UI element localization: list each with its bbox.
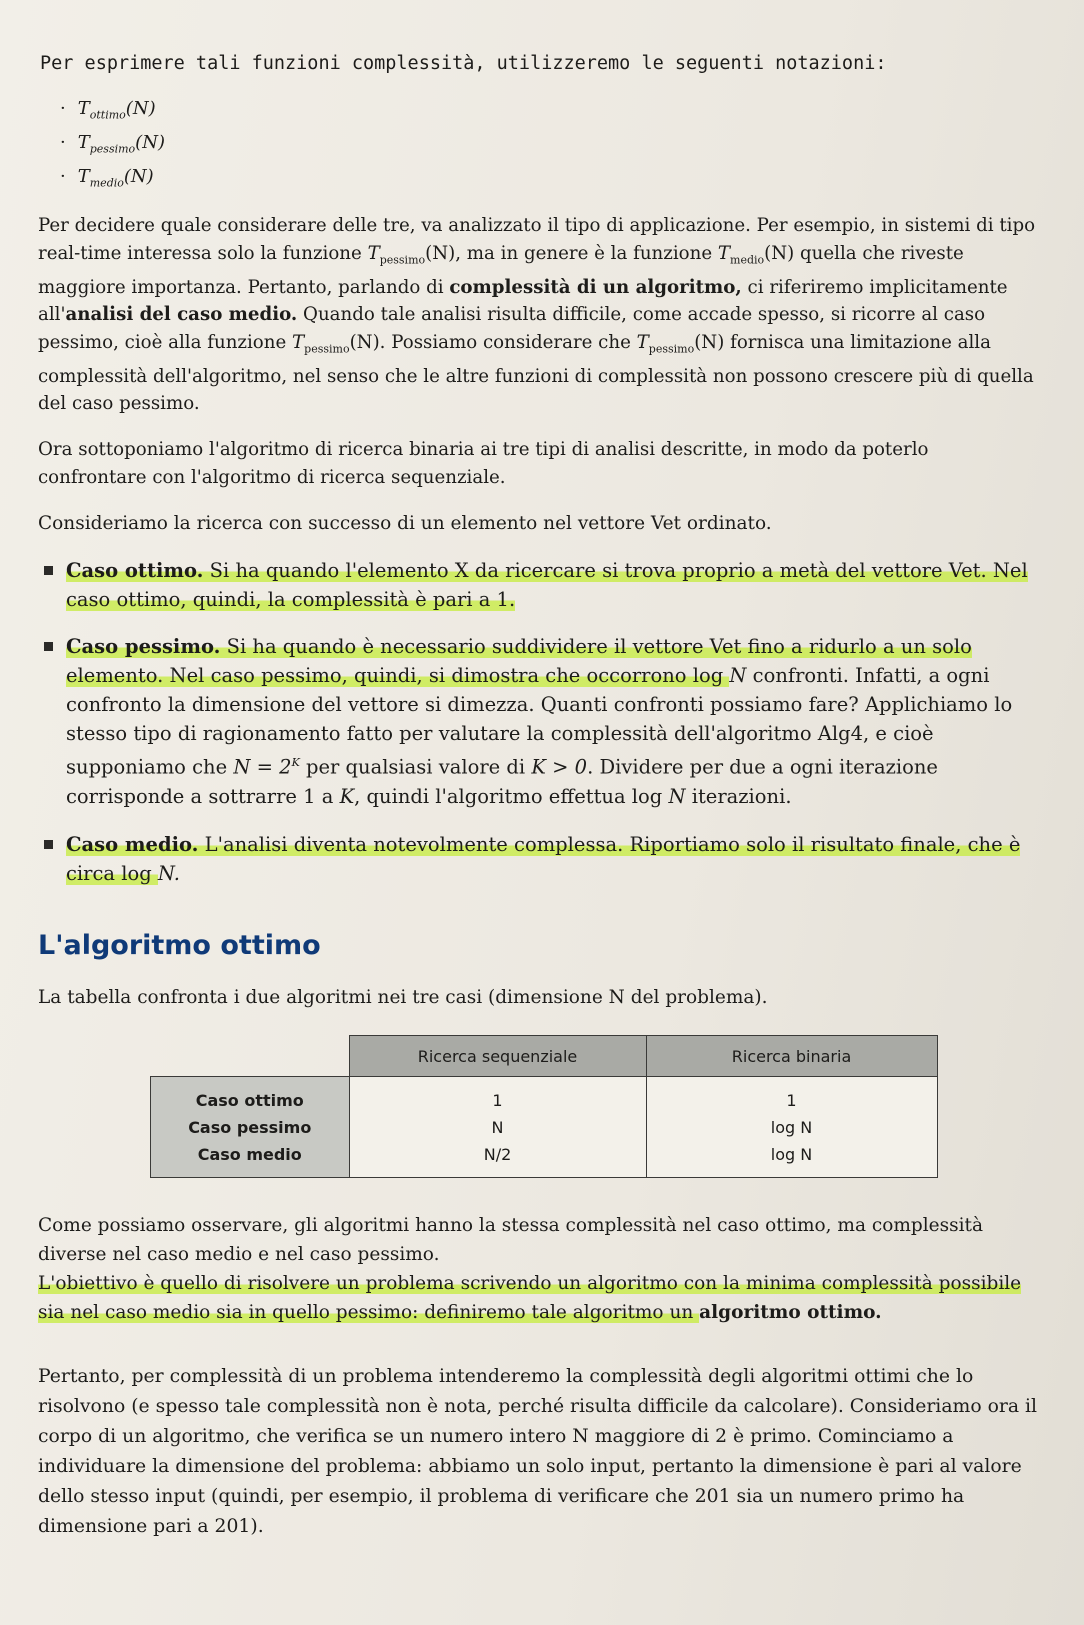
notation-ottimo: · $T_{ottimo}(N)$ xyxy=(60,98,156,122)
row-headers: Caso ottimo Caso pessimo Caso medio xyxy=(151,1077,350,1178)
paragraph-table-intro: La tabella confronta i due algoritmi nei tre casi (dimensione N del problema). xyxy=(38,987,768,1008)
list-item-caso-medio: Caso medio. L'analisi diventa notevolmente complessa. Riportiamo solo il risultato finale, che è circa log N. xyxy=(66,830,1036,888)
column-header-sequenziale: Ricerca sequenziale xyxy=(349,1036,646,1077)
bullet: · xyxy=(60,166,66,187)
column-header-binaria: Ricerca binaria xyxy=(646,1036,937,1077)
column-binaria-values: 1 log N log N xyxy=(646,1077,937,1178)
notation-medio: · $T_{medio}(N)$ xyxy=(60,166,154,190)
square-bullet-icon xyxy=(44,642,53,651)
bullet: · xyxy=(60,132,66,153)
column-sequenziale-values: 1 N N/2 xyxy=(349,1077,646,1178)
paragraph-problem-complexity: Pertanto, per complessità di un problema intenderemo la complessità degli algoritmi ottimi che lo risolvono (e spesso tale complessità non è nota, perché risulta difficile da calcolare). Consideriamo ora il corpo di un algoritmo, che verifica se un numero intero N maggiore di 2 è primo. Cominciamo a individuare la dimensione del problema: abbiamo un solo input, pertanto la dimensione è pari al valore dello stesso input (quindi, per esempio, il problema di verificare che 201 sia un numero primo ha dimensione pari a 201). xyxy=(38,1366,1038,1537)
notation-pessimo: · $T_{pessimo}(N)$ xyxy=(60,132,165,156)
paragraph-observation: Come possiamo osservare, gli algoritmi hanno la stessa complessità nel caso ottimo, ma complessità diverse nel caso medio e nel caso pessimo. xyxy=(38,1215,983,1265)
paragraph-binary-search: Ora sottoponiamo l'algoritmo di ricerca binaria ai tre tipi di analisi descritte, in modo da poterlo confrontare con l'algoritmo di ricerca sequenziale. xyxy=(38,439,929,488)
comparison-table xyxy=(150,1035,938,1178)
paragraph-ordered-vector: Consideriamo la ricerca con successo di un elemento nel vettore Vet ordinato. xyxy=(38,513,772,534)
intro-text: Per esprimere tali funzioni complessità, utilizzeremo le seguenti notazioni: xyxy=(40,53,887,74)
section-heading: L'algoritmo ottimo xyxy=(38,930,321,961)
square-bullet-icon xyxy=(44,840,53,849)
list-item-caso-ottimo: Caso ottimo. Si ha quando l'elemento X da ricercare si trova proprio a metà del vettore Vet. Nel caso ottimo, quindi, la complessità è pari a 1. xyxy=(66,556,1036,614)
list-item-caso-pessimo: Caso pessimo. Si ha quando è necessario suddividere il vettore Vet fino a ridurlo a un solo elemento. Nel caso pessimo, quindi, si dimostra che occorrono log N confronti. Infatti, a ogni confronto la dimensione del vettore si dimezza. Quanti confronti possiamo fare? Applichiamo lo stesso tipo di ragionamento fatto per valutare la complessità dell'algoritmo Alg4, e cioè supponiamo che $N = 2^K$ per qualsiasi valore di K > 0. Dividere per due a ogni iterazione corrisponde a sottrarre 1 a K, quindi l'algoritmo effettua log N iterazioni. xyxy=(66,632,1036,811)
paragraph-goal: L'obiettivo è quello di risolvere un problema scrivendo un algoritmo con la minima complessità possibile sia nel caso medio sia in quello pessimo: definiremo tale algoritmo un algoritmo ottimo. xyxy=(38,1273,1022,1323)
square-bullet-icon xyxy=(44,566,53,575)
paragraph-analysis: Per decidere quale considerare delle tre, va analizzato il tipo di applicazione. Per esempio, in sistemi di tipo real-time interessa solo la funzione $T_{pessimo}(N)$, ma in genere è la funzione $T_{medio}(N)$ quella che riveste maggiore importanza. Pertanto, parlando di complessità di un algoritmo, ci riferiremo implicitamente all'analisi del caso medio. Quando tale analisi risulta difficile, come accade spesso, si ricorre al caso pessimo, cioè alla funzione $T_{pessimo}(N)$. Possiamo considerare che $T_{pessimo}(N)$ fornisca una limitazione alla complessità dell'algoritmo, nel senso che le altre funzioni di complessità non possono crescere più di quella del caso pessimo. xyxy=(38,215,1036,415)
table-corner xyxy=(151,1036,350,1077)
bullet: · xyxy=(60,98,66,119)
